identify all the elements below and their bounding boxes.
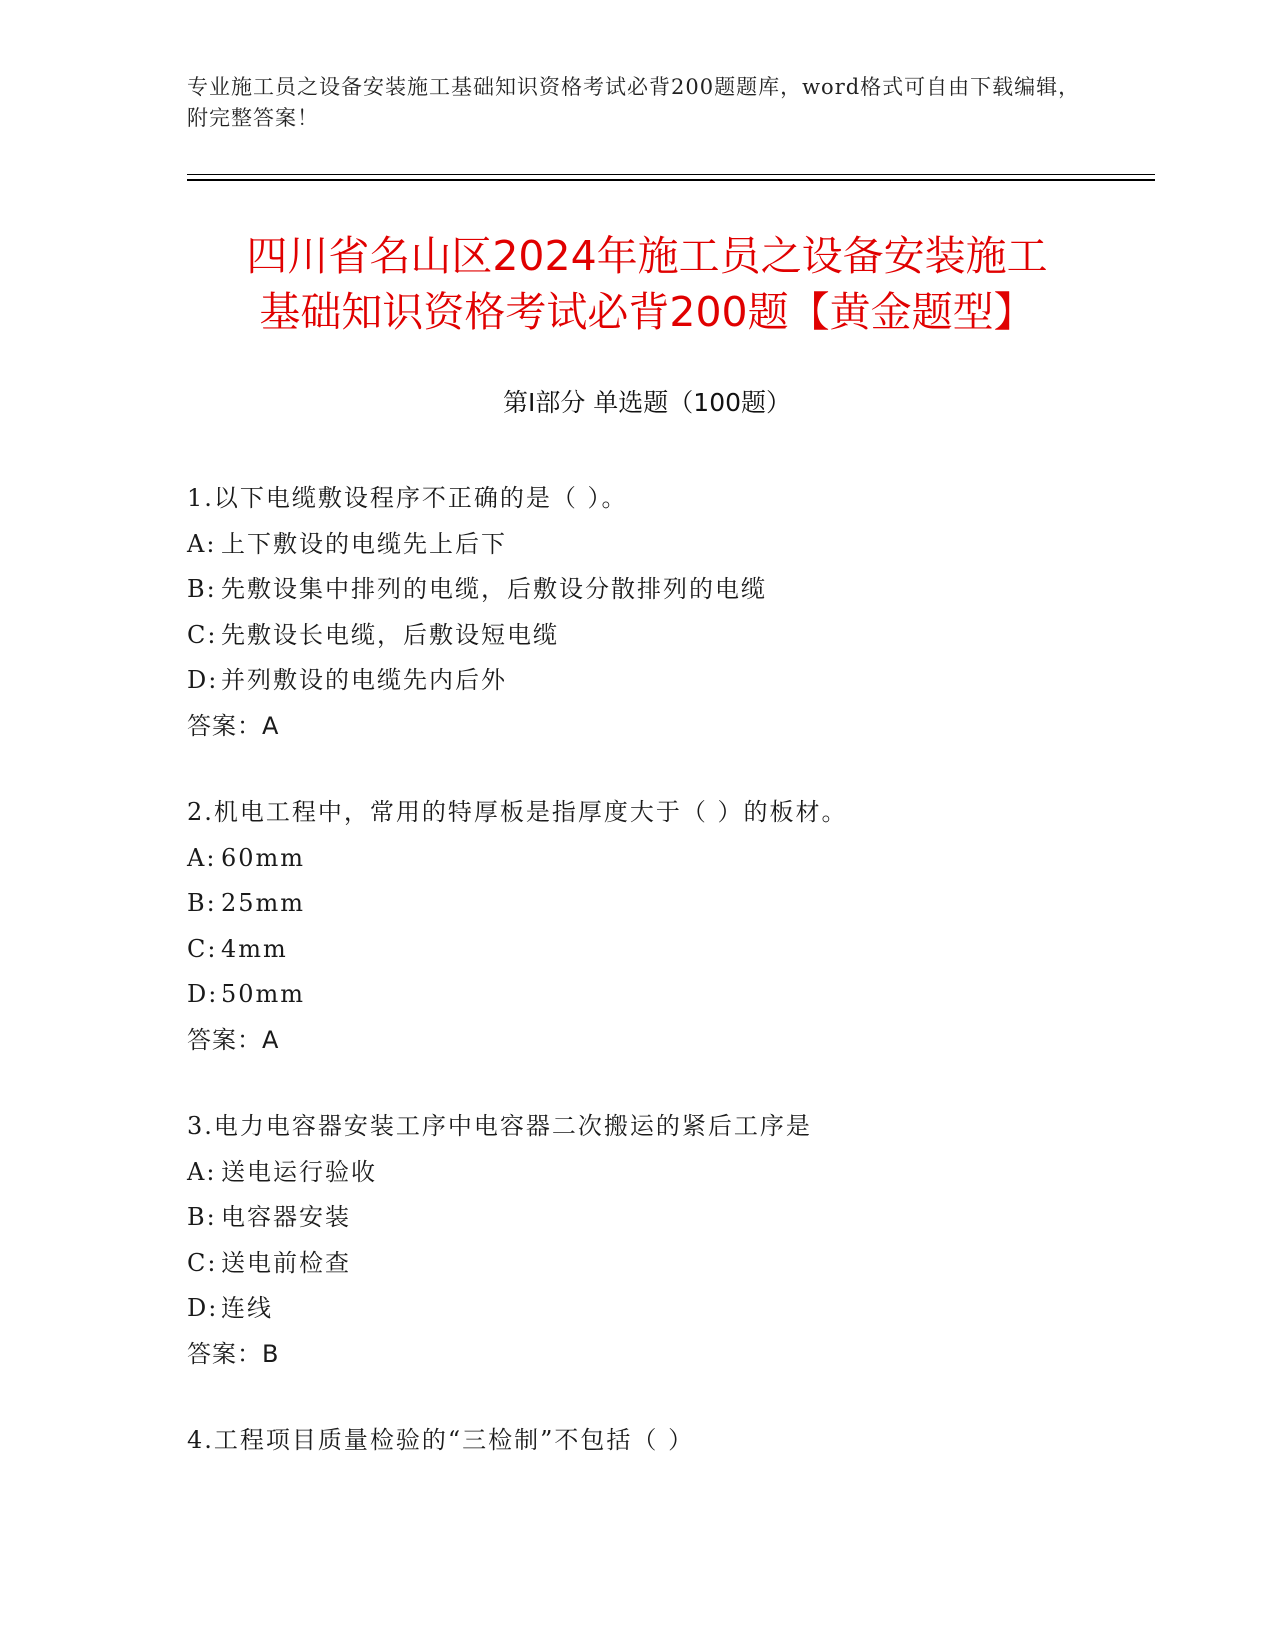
option-text: 并列敷设的电缆先内后外 <box>221 666 507 694</box>
question-list <box>187 476 1137 1505</box>
option-d <box>187 1286 1137 1332</box>
option-d <box>187 658 1137 704</box>
question-stem: 2.机电工程中，常用的特厚板是指厚度大于（ ）的板材。 <box>187 798 848 826</box>
option-letter: D: <box>187 980 219 1008</box>
option-text: 60mm <box>221 843 306 872</box>
option-text: 50mm <box>221 980 306 1008</box>
option-text: 送电前检查 <box>221 1248 351 1277</box>
answer-line: 答案：B <box>187 1339 280 1368</box>
header-rule-thin <box>187 174 1155 175</box>
option-letter: D: <box>187 1294 219 1322</box>
title-line-2: 基础知识资格考试必背200题【黄金题型】 <box>259 288 1035 336</box>
option-c <box>187 1241 1137 1287</box>
section-title: 第Ⅰ部分 单选题（100题） <box>502 388 792 417</box>
question-3 <box>187 1104 1137 1377</box>
option-a <box>187 1150 1137 1196</box>
question-stem: 1.以下电缆敷设程序不正确的是（ ）。 <box>187 484 628 512</box>
option-letter: A: <box>187 1157 217 1186</box>
option-text: 先敷设集中排列的电缆，后敷设分散排列的电缆 <box>221 575 767 603</box>
option-b <box>187 1195 1137 1241</box>
option-c <box>187 613 1137 659</box>
header-note: 专业施工员之设备安装施工基础知识资格考试必背200题题库，word格式可自由下载编辑，附完整答案！ <box>187 75 1081 130</box>
answer-line: 答案：A <box>187 711 280 740</box>
option-a <box>187 522 1137 568</box>
option-letter: C: <box>187 934 218 963</box>
option-letter: B: <box>187 575 217 603</box>
option-b <box>187 567 1137 613</box>
title-line-1: 四川省名山区2024年施工员之设备安装施工 <box>246 232 1048 280</box>
question-1 <box>187 476 1137 749</box>
question-2 <box>187 790 1137 1063</box>
question-stem: 4.工程项目质量检验的“三检制”不包括（ ） <box>187 1426 695 1454</box>
option-a <box>187 836 1137 882</box>
option-b <box>187 881 1137 927</box>
option-text: 4mm <box>221 934 288 963</box>
header-rule-thick <box>187 179 1155 181</box>
option-text: 电容器安装 <box>221 1203 351 1231</box>
option-letter: A: <box>187 529 217 558</box>
option-letter: B: <box>187 889 217 917</box>
question-4 <box>187 1418 1137 1464</box>
option-text: 上下敷设的电缆先上后下 <box>221 529 507 558</box>
option-text: 连线 <box>221 1294 273 1322</box>
document-title <box>187 228 1107 340</box>
option-letter: D: <box>187 666 219 694</box>
option-text: 25mm <box>221 889 306 917</box>
option-text: 送电运行验收 <box>221 1157 377 1186</box>
option-letter: C: <box>187 1248 218 1277</box>
option-letter: A: <box>187 843 217 872</box>
question-stem: 3.电力电容器安装工序中电容器二次搬运的紧后工序是 <box>187 1112 812 1140</box>
option-letter: C: <box>187 620 218 649</box>
option-d <box>187 972 1137 1018</box>
option-letter: B: <box>187 1203 217 1231</box>
option-text: 先敷设长电缆，后敷设短电缆 <box>221 620 559 649</box>
option-c <box>187 927 1137 973</box>
answer-line: 答案：A <box>187 1025 280 1054</box>
